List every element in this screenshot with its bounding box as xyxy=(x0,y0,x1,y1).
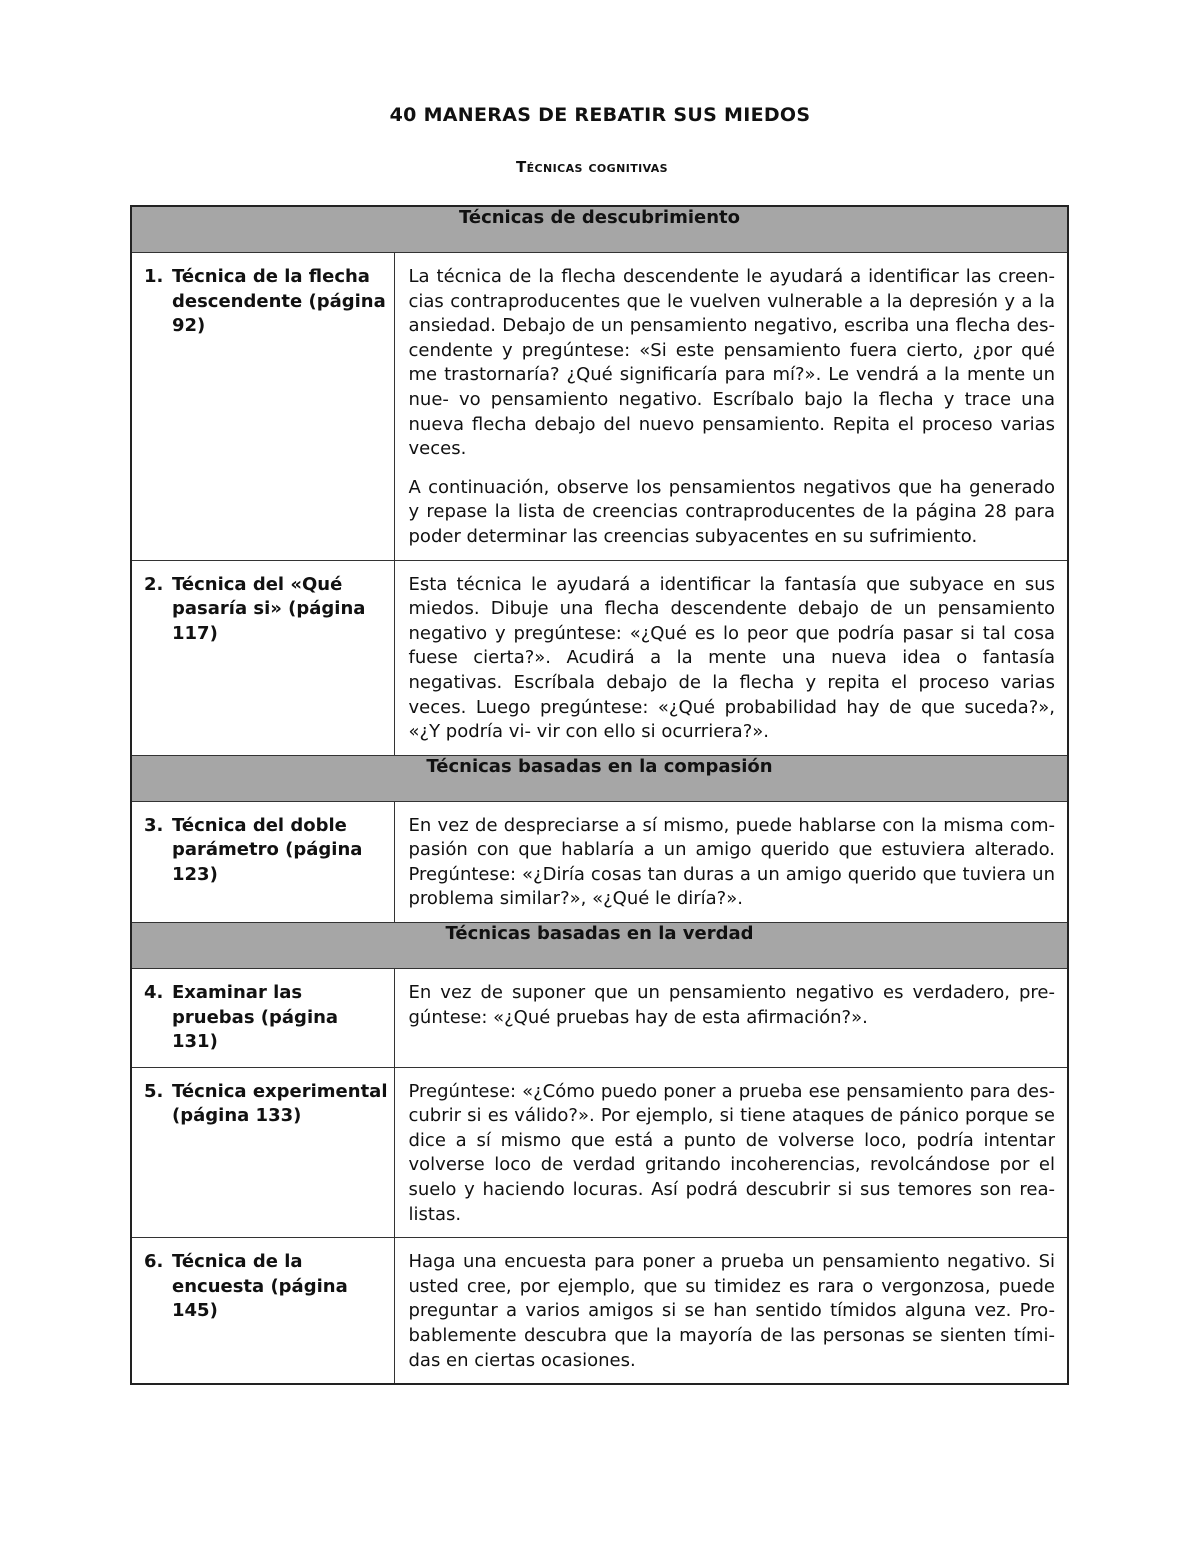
technique-row xyxy=(131,801,1068,922)
technique-number: 1. xyxy=(144,266,164,287)
technique-description-cell xyxy=(394,1238,1068,1384)
technique-name-cell xyxy=(131,801,394,922)
section-header-row xyxy=(131,755,1068,801)
technique-name-cell xyxy=(131,1067,394,1238)
document-subtitle: Técnicas cognitivas xyxy=(516,158,668,176)
technique-name: Técnica de la encuesta (página 145) xyxy=(172,1251,348,1322)
technique-description: Haga una encuesta para poner a prueba un pensamiento negativo. Si usted cree, por ejemplo, que su timidez es rara o vergonzosa, puede preguntar a varios amigos si se han sentido tímidos alguna vez. Pro- bablemente descubra que la mayoría de las personas se sienten tími- das en ciertas ocasiones. xyxy=(408,1251,1055,1371)
technique-number: 2. xyxy=(144,573,164,595)
technique-number: 5. xyxy=(144,1080,164,1102)
technique-row xyxy=(131,1238,1068,1384)
technique-number: 3. xyxy=(144,814,164,836)
technique-name: Técnica del «Qué pasaría si» (página 117) xyxy=(172,573,366,644)
section-heading: Técnicas de descubrimiento xyxy=(131,206,1068,253)
technique-name-cell xyxy=(131,969,394,1068)
section-heading: Técnicas basadas en la verdad xyxy=(131,923,1068,969)
technique-description-cell xyxy=(394,801,1068,922)
technique-description-cell xyxy=(394,1067,1068,1238)
technique-description: Esta técnica le ayudará a identificar la fantasía que subyace en sus miedos. Dibuje una flecha descendente debajo de un pensamiento negativo y pregúntese: «¿Qué es lo peor que podría pasar si tal cosa fuese cierta?». Acudirá a la mente una nueva idea o fantasía negativas. Escríbala debajo de la flecha y repita el proceso varias veces. Luego pregúntese: «¿Qué probabilidad hay de que suceda?», «¿Y podría vi- vir con ello si ocurriera?». xyxy=(408,573,1055,743)
section-header-row xyxy=(131,206,1068,253)
section-heading: Técnicas basadas en la compasión xyxy=(131,755,1068,801)
technique-description-cell xyxy=(394,560,1068,755)
technique-name: Técnica experimental (página 133) xyxy=(172,1080,388,1127)
technique-description: La técnica de la flecha descendente le ayudará a identificar las creen- cias contraproducentes que le vuelven vulnerable a la depresión y a la ansiedad. Debajo de un pensamiento negativo, escriba una flecha des- cendente y pregúntese: «Si este pensamiento fuera cierto, ¿por qué me trastornaría? ¿Qué significaría para mí?». Le vendrá a la mente un nue- vo pensamiento negativo. Escríbalo bajo la flecha y trace una nueva flecha debajo del nuevo pensamiento. Repita el proceso varias veces. xyxy=(408,266,1055,460)
technique-description: Pregúntese: «¿Cómo puedo poner a prueba ese pensamiento para des- cubrir si es válido?». Por ejemplo, si tiene ataques de pánico porque se dice a sí mismo que está a punto de volverse loco, podría intentar volverse loco de verdad gritando incoherencias, revolcándose por el suelo y haciendo locuras. Así podrá descubrir si sus temores son rea- listas. xyxy=(408,1080,1055,1225)
techniques-table xyxy=(130,205,1069,1385)
technique-row xyxy=(131,253,1068,561)
technique-description-cell xyxy=(394,969,1068,1068)
technique-description: En vez de suponer que un pensamiento negativo es verdadero, pre- gúntese: «¿Qué pruebas hay de esta afirmación?». xyxy=(408,982,1055,1028)
technique-name-cell xyxy=(131,560,394,755)
technique-name: Técnica del doble parámetro (página 123) xyxy=(172,814,363,885)
section-header-row xyxy=(131,923,1068,969)
technique-row xyxy=(131,1067,1068,1238)
technique-description: En vez de despreciarse a sí mismo, puede hablarse con la misma com- pasión con que hablaría a un amigo querido que estuviera alterado. Pregúntese: «¿Diría cosas tan duras a un amigo querido que tuviera un problema similar?», «¿Qué le diría?». xyxy=(408,814,1055,910)
technique-description-cell xyxy=(394,253,1068,561)
technique-description: A continuación, observe los pensamientos negativos que ha generado y repase la lista de creencias contraproducentes de la página 28 para poder determinar las creencias subyacentes en su sufrimiento. xyxy=(408,476,1055,547)
technique-row xyxy=(131,560,1068,755)
technique-name-cell xyxy=(131,253,394,561)
technique-name-cell xyxy=(131,1238,394,1384)
technique-number: 6. xyxy=(144,1251,164,1273)
technique-number: 4. xyxy=(144,982,164,1004)
technique-row xyxy=(131,969,1068,1068)
technique-name: Examinar las pruebas (página 131) xyxy=(172,982,339,1053)
technique-name: Técnica de la flecha descendente (página 92) xyxy=(172,266,386,336)
document-title: 40 MANERAS DE REBATIR SUS MIEDOS xyxy=(389,104,811,126)
